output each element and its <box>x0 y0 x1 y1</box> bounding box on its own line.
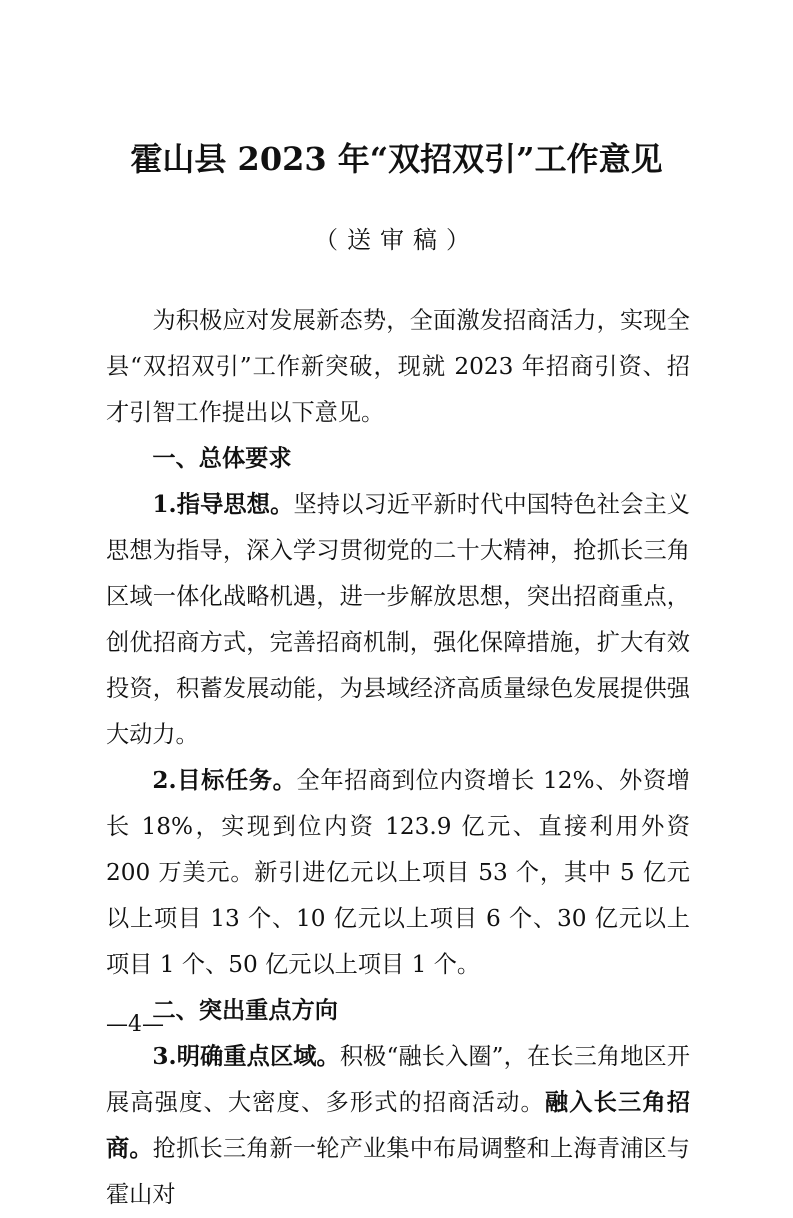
item-text-guiding-ideology: 坚持以习近平新时代中国特色社会主义思想为指导，深入学习贯彻党的二十大精神，抢抓长三角区域一体化战略机遇，进一步解放思想，突出招商重点，创优招商方式，完善招商机制，强化保障措施，扩大有效投资，积蓄发展动能，为县域经济高质量绿色发展提供强大动力。 <box>106 491 690 748</box>
item-label-guiding-ideology: 1.指导思想。 <box>152 491 294 518</box>
paragraph-guiding-ideology <box>106 482 690 758</box>
section-heading-general-requirements: 一、总体要求 <box>152 445 292 472</box>
document-body <box>106 298 690 1218</box>
item-text-key-regions: 积极“融长入圈”，在长三角地区开展高强度、大密度、多形式的招商活动。 <box>106 1043 690 1116</box>
document-title: 霍山县 2023 年“双招双引”工作意见 <box>130 140 663 178</box>
item-label-key-regions: 3.明确重点区域。 <box>152 1043 340 1070</box>
document-subtitle: （送审稿） <box>314 226 479 254</box>
intro-paragraph: 为积极应对发展新态势，全面激发招商活力，实现全县“双招双引”工作新突破，现就 2023 年招商引资、招才引智工作提出以下意见。 <box>106 307 690 426</box>
paragraph-target-tasks <box>106 758 690 988</box>
paragraph-key-regions <box>106 1034 690 1218</box>
item-text-yangtze-delta: 抢抓长三角新一轮产业集中布局调整和上海青浦区与霍山对 <box>106 1135 690 1208</box>
item-text-target-tasks: 全年招商到位内资增长 12%、外资增长 18%，实现到位内资 123.9 亿元、直接利用外资 200 万美元。新引进亿元以上项目 53 个，其中 5 亿元以上项目 13 个、10 亿元以上项目 6 个、30 亿元以上项目 1 个、50 亿元以上项目 1 个。 <box>106 767 690 978</box>
page-number: —4— <box>106 1012 164 1037</box>
item-label-target-tasks: 2.目标任务。 <box>152 767 297 794</box>
item-sublabel-yangtze-delta: 融入长三角招商。 <box>106 1089 691 1162</box>
section-heading-key-directions: 二、突出重点方向 <box>152 997 338 1024</box>
